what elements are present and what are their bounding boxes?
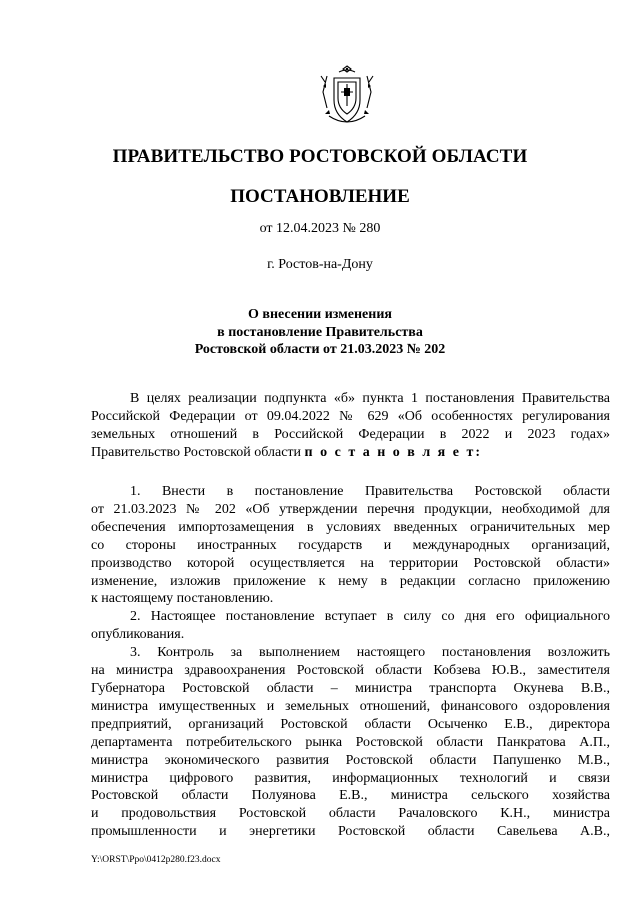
- text-line: Ростовской области Полуянова Е.В., министра сельского хозяйства: [91, 788, 610, 804]
- text-line: министра цифрового развития, информационных технологий и связи: [91, 770, 610, 786]
- text-line: Губернатора Ростовской области – министра транспорта Окунева В.В.,: [91, 680, 610, 696]
- subject-line: Ростовской области от 21.03.2023 № 202: [194, 342, 446, 357]
- document-city: г. Ростов-на-Дону: [267, 257, 373, 272]
- text-line: 2. Настоящее постановление вступает в силу со дня его официального: [130, 609, 610, 625]
- text-line: производство которой осуществляется на территории Ростовской области»: [91, 555, 610, 571]
- resolution-items: [91, 483, 610, 841]
- text-line: 1. Внести в постановление Правительства Ростовской области: [130, 484, 610, 499]
- resolves-word: п о с т а н о в л я е т:: [304, 444, 483, 460]
- preamble-paragraph: [91, 390, 610, 462]
- subject-line: в постановление Правительства: [217, 324, 423, 340]
- organization-title: ПРАВИТЕЛЬСТВО РОСТОВСКОЙ ОБЛАСТИ: [112, 146, 528, 167]
- document-date-number: от 12.04.2023 № 280: [259, 221, 381, 236]
- document-type: ПОСТАНОВЛЕНИЕ: [230, 186, 410, 207]
- text-line: от 21.03.2023 № 202 «Об утверждении перечня продукции, необходимой для: [91, 501, 610, 517]
- text-line: земельных отношений в Российской Федерации в 2022 и 2023 годах»: [91, 426, 610, 442]
- text-line: министра имущественных и земельных отношений, финансового оздоровления: [91, 698, 610, 714]
- subject-line: О внесении изменения: [248, 307, 392, 322]
- text-line: В целях реализации подпункта «б» пункта 1 постановления Правительства: [130, 391, 610, 406]
- text-line: со стороны иностранных государств и международных организаций,: [91, 537, 610, 553]
- text-line: на министра здравоохранения Ростовской области Кобзева Ю.В., заместителя: [91, 663, 610, 679]
- text-line: министра экономического развития Ростовской области Папушенко М.В.,: [91, 752, 610, 768]
- text-line: к настоящему постановлению.: [91, 591, 274, 607]
- text-line: 3. Контроль за выполнением настоящего постановления возложить: [130, 645, 610, 661]
- text-line: предприятий, организаций Ростовской области Осыченко Е.В., директора: [91, 716, 610, 732]
- text-line: [91, 444, 610, 462]
- preamble-last-line-text: Правительство Ростовской области: [91, 444, 305, 460]
- text-line: обеспечения импортозамещения в условиях введенных ограничительных мер: [91, 519, 610, 535]
- text-line: промышленности и энергетики Ростовской области Савельева А.В.,: [91, 824, 610, 840]
- text-line: изменение, изложив приложение к нему в редакции согласно приложению: [91, 573, 610, 589]
- document-subject: [0, 306, 640, 359]
- text-line: опубликования.: [91, 627, 185, 643]
- file-path-footer: Y:\ORST\Ppo\0412p280.f23.docx: [91, 855, 221, 865]
- text-line: Российской Федерации от 09.04.2022 № 629 «Об особенностях регулирования: [91, 408, 610, 424]
- text-line: и продовольствия Ростовской области Рачаловского К.Н., министра: [91, 806, 610, 822]
- coat-of-arms-emblem: [317, 64, 377, 128]
- text-line: департамента потребительского рынка Ростовской области Панкратова А.П.,: [91, 734, 610, 750]
